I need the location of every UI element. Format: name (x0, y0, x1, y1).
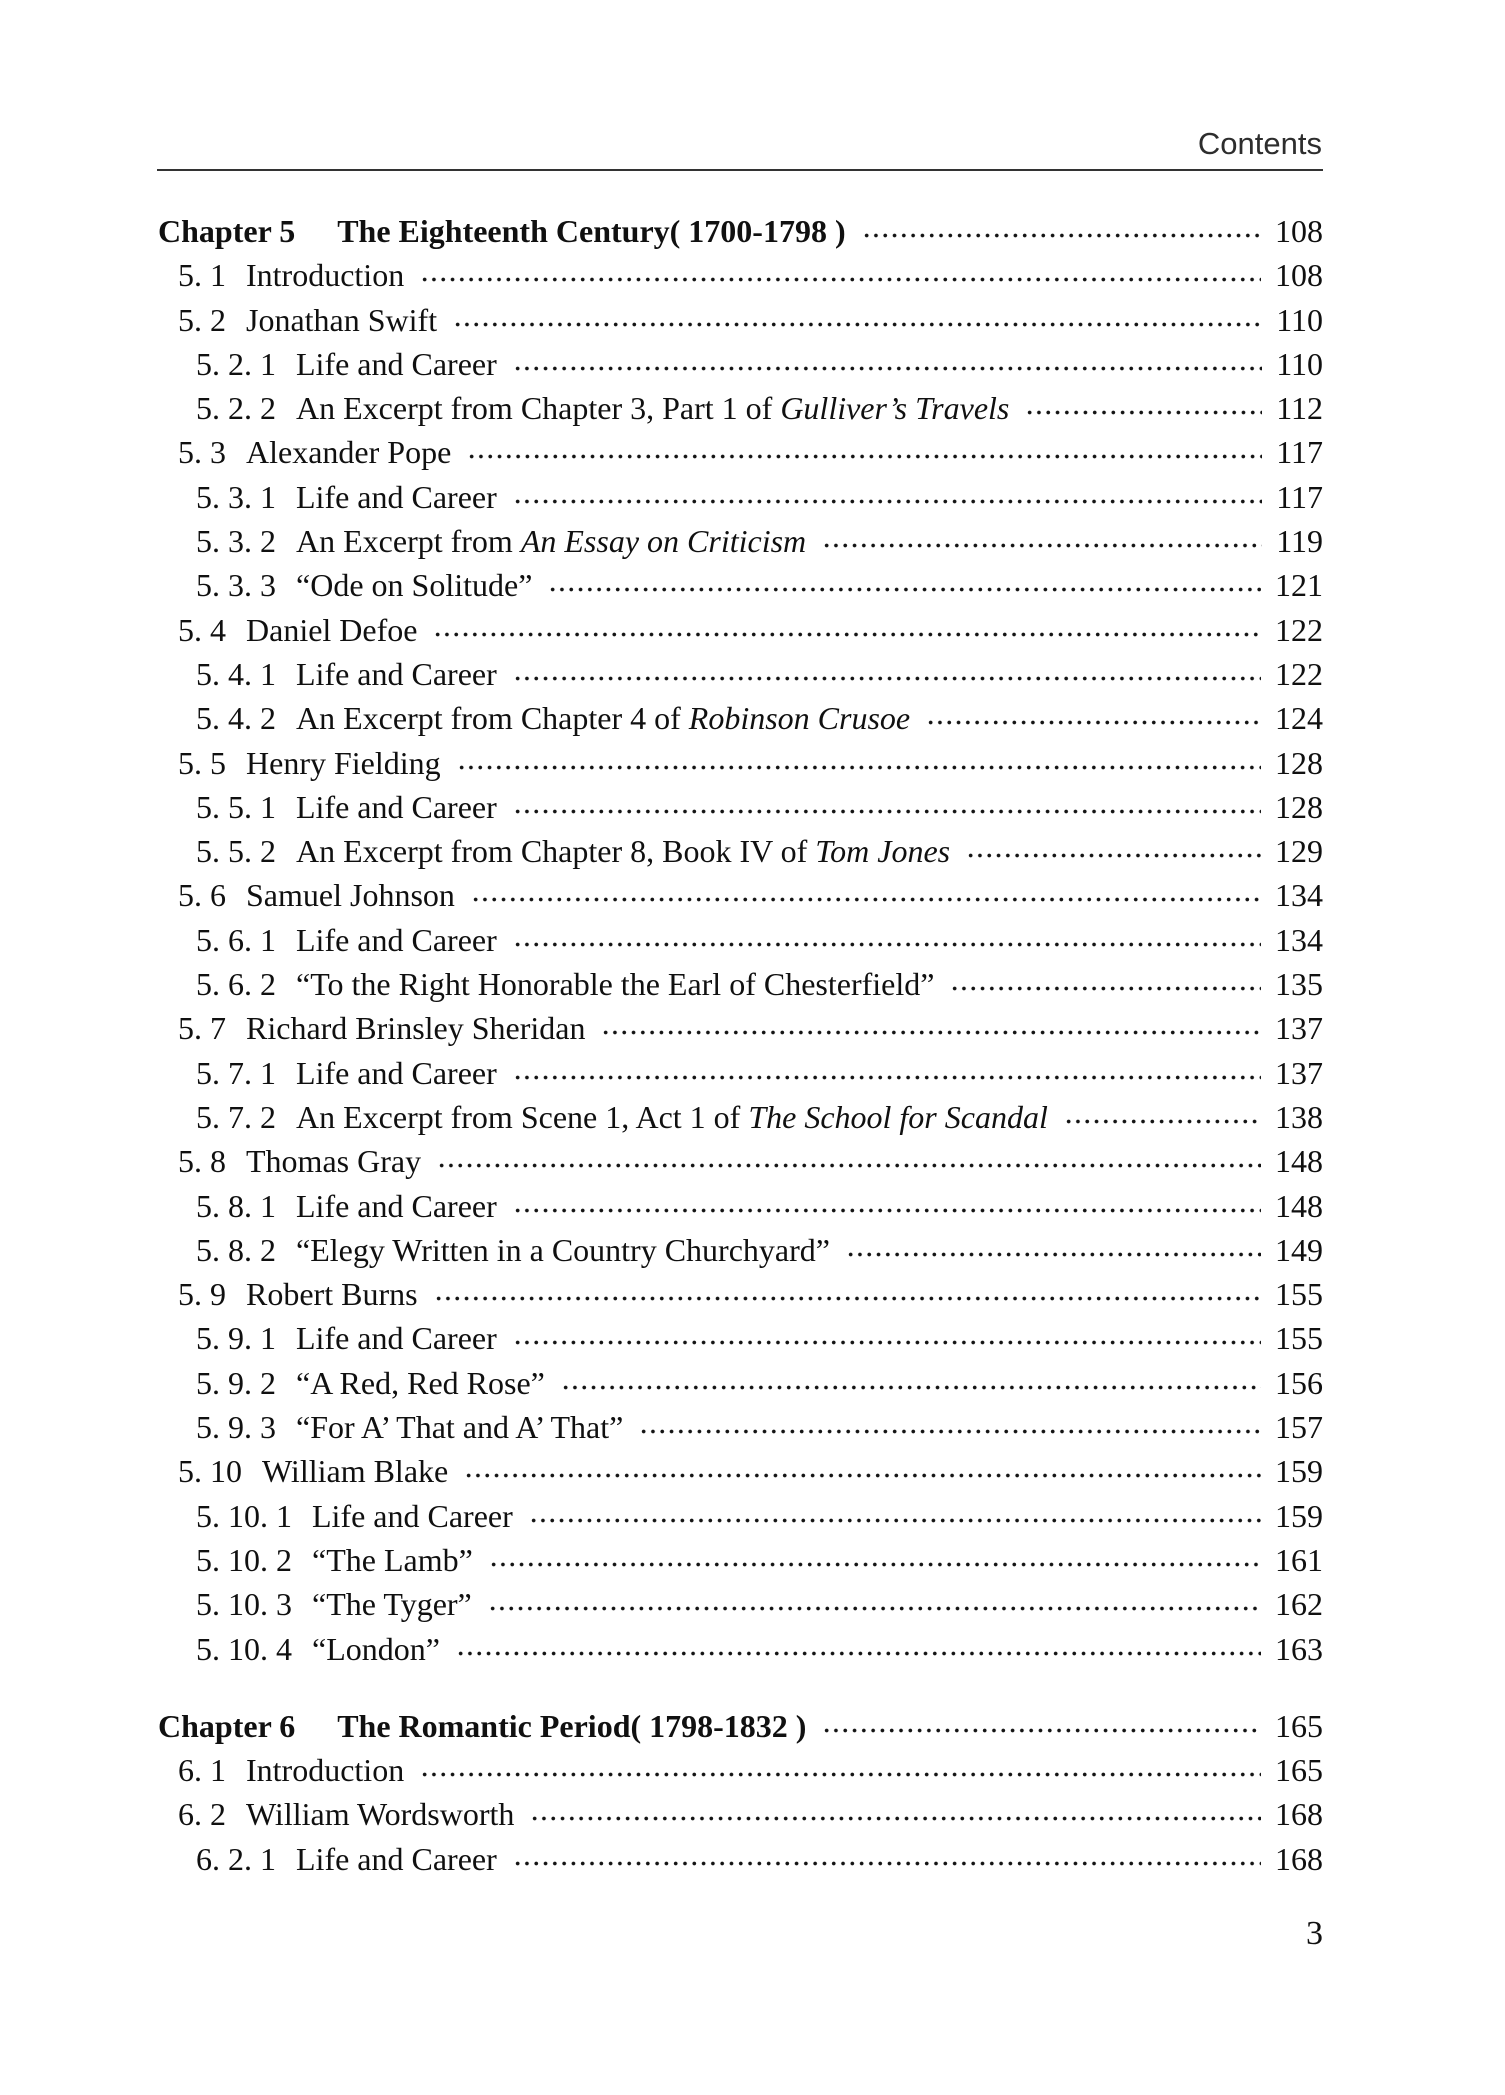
toc-entry-title: The Romantic Period( 1798-1832 ) (337, 1707, 807, 1744)
toc-entry-title: Introduction (246, 257, 405, 294)
dotted-leader (966, 849, 1261, 862)
toc-entry-number: Chapter 6 (158, 1707, 296, 1744)
dotted-leader (639, 1425, 1261, 1438)
dotted-leader (529, 1514, 1261, 1527)
toc-entry-number: 5. 10. 4 (196, 1630, 292, 1667)
toc-entry-page: 159 (1275, 1497, 1323, 1534)
toc-entry-number: 5. 3. 2 (196, 523, 276, 560)
dotted-leader (548, 583, 1261, 596)
toc-entry-page: 122 (1275, 611, 1323, 648)
dotted-leader (601, 1026, 1261, 1039)
toc-entry (158, 386, 1323, 430)
toc-entry-title: Life and Career (312, 1497, 513, 1534)
toc-entry-number: 5. 2. 2 (196, 390, 276, 427)
toc-entry-title: Life and Career (296, 1840, 497, 1877)
toc-entry-number: 5. 3. 3 (196, 567, 276, 604)
toc-entry-page: 148 (1275, 1187, 1323, 1224)
toc-entry-page: 122 (1275, 655, 1323, 692)
toc-entry-page: 168 (1275, 1796, 1323, 1833)
dotted-leader (434, 1292, 1261, 1305)
toc-entry-title: An Excerpt from Chapter 8, Book IV of Tom Jones (296, 833, 951, 870)
toc-entry (158, 298, 1323, 342)
toc-entry-page: 137 (1275, 1010, 1323, 1047)
toc-entry (158, 1627, 1323, 1671)
toc-entry-title: “The Lamb” (312, 1541, 473, 1578)
toc-entry-number: 5. 4. 2 (196, 700, 276, 737)
toc-entry (158, 608, 1323, 652)
toc-entry-page: 155 (1275, 1320, 1323, 1357)
toc-entry-title: Life and Career (296, 1054, 497, 1091)
toc-entry-title: Daniel Defoe (246, 611, 418, 648)
dotted-leader (513, 1204, 1261, 1217)
dotted-leader (513, 805, 1261, 818)
toc-entry-title: William Blake (262, 1453, 449, 1490)
toc-entry (158, 829, 1323, 873)
toc-entry-title: An Excerpt from Chapter 4 of Robinson Crusoe (296, 700, 911, 737)
toc-list (158, 209, 1323, 1881)
toc-entry-title: “Elegy Written in a Country Churchyard” (296, 1231, 830, 1268)
toc-entry (158, 1051, 1323, 1095)
toc-entry (158, 1316, 1323, 1360)
toc-entry-page: 128 (1275, 744, 1323, 781)
dotted-leader (513, 362, 1262, 375)
toc-entry-page: 159 (1275, 1453, 1323, 1490)
toc-entry-page: 137 (1275, 1054, 1323, 1091)
toc-entry (158, 1095, 1323, 1139)
toc-entry-number: 5. 5. 1 (196, 788, 276, 825)
toc-entry (158, 1792, 1323, 1836)
toc-chapter-entry (158, 209, 1323, 253)
toc-entry-number: 5. 6. 2 (196, 966, 276, 1003)
toc-entry-title: William Wordsworth (246, 1796, 515, 1833)
dotted-leader (453, 318, 1262, 331)
toc-entry-page: 124 (1275, 700, 1323, 737)
toc-entry-number: 5. 2. 1 (196, 345, 276, 382)
toc-entry (158, 1405, 1323, 1449)
toc-entry (158, 741, 1323, 785)
toc-entry-number: 5. 9. 1 (196, 1320, 276, 1357)
toc-entry-number: 5. 8. 2 (196, 1231, 276, 1268)
toc-entry-number: 5. 3. 1 (196, 478, 276, 515)
toc-entry-number: 5. 2 (178, 301, 226, 338)
toc-chapter-entry (158, 1704, 1323, 1748)
toc-entry-title: Robert Burns (246, 1276, 418, 1313)
toc-entry-title: Life and Career (296, 478, 497, 515)
toc-entry-page: 156 (1275, 1364, 1323, 1401)
toc-entry-title: “To the Right Honorable the Earl of Chesterfield” (296, 966, 935, 1003)
toc-entry-number: 5. 4 (178, 611, 226, 648)
toc-entry (158, 563, 1323, 607)
dotted-leader (1064, 1115, 1261, 1128)
toc-entry-page: 110 (1276, 345, 1323, 382)
toc-entry (158, 253, 1323, 297)
toc-entry-page: 119 (1276, 523, 1323, 560)
toc-entry (158, 342, 1323, 386)
toc-entry-page: 128 (1275, 788, 1323, 825)
toc-entry-number: 6. 2 (178, 1796, 226, 1833)
dotted-leader (513, 1071, 1261, 1084)
toc-entry-title: “The Tyger” (312, 1586, 472, 1623)
toc-entry-number: 5. 10 (178, 1453, 242, 1490)
dotted-leader (464, 1469, 1261, 1482)
dotted-leader (926, 716, 1261, 729)
toc-entry (158, 918, 1323, 962)
toc-entry-page: 168 (1275, 1840, 1323, 1877)
dotted-leader (822, 1724, 1261, 1737)
toc-entry-title: Samuel Johnson (246, 877, 455, 914)
dotted-leader (1025, 406, 1262, 419)
toc-entry-number: 5. 10. 3 (196, 1586, 292, 1623)
toc-entry (158, 785, 1323, 829)
dotted-leader (513, 1857, 1261, 1870)
toc-entry (158, 1272, 1323, 1316)
toc-entry-title: “London” (312, 1630, 440, 1667)
toc-entry-page: 134 (1275, 921, 1323, 958)
toc-entry-number: 6. 2. 1 (196, 1840, 276, 1877)
toc-entry-number: 5. 8. 1 (196, 1187, 276, 1224)
toc-entry-title: Life and Career (296, 345, 497, 382)
dotted-leader (437, 1159, 1261, 1172)
toc-entry (158, 519, 1323, 563)
toc-entry-number: 5. 9. 3 (196, 1409, 276, 1446)
dotted-leader (433, 628, 1261, 641)
toc-entry-page: 165 (1275, 1752, 1323, 1789)
toc-entry (158, 962, 1323, 1006)
toc-entry-number: 5. 7. 1 (196, 1054, 276, 1091)
toc-entry-number: 5. 9. 2 (196, 1364, 276, 1401)
page-title: Contents (1197, 126, 1322, 161)
toc-entry-number: 5. 7. 2 (196, 1098, 276, 1135)
toc-entry-page: 155 (1275, 1276, 1323, 1313)
toc-entry (158, 1184, 1323, 1228)
toc-entry-page: 138 (1275, 1098, 1323, 1135)
dotted-leader (420, 1768, 1261, 1781)
dotted-leader (471, 893, 1261, 906)
dotted-leader (846, 1248, 1261, 1261)
toc-entry (158, 873, 1323, 917)
toc-entry (158, 430, 1323, 474)
dotted-leader (457, 761, 1261, 774)
dotted-leader (513, 672, 1261, 685)
toc-entry (158, 1006, 1323, 1050)
toc-entry-title: Jonathan Swift (246, 301, 438, 338)
toc-entry (158, 696, 1323, 740)
toc-entry-page: 117 (1276, 434, 1323, 471)
toc-entry-title: Richard Brinsley Sheridan (246, 1010, 586, 1047)
toc-entry-page: 157 (1275, 1409, 1323, 1446)
toc-entry-page: 110 (1276, 301, 1323, 338)
toc-entry (158, 1494, 1323, 1538)
toc-entry-title: An Excerpt from An Essay on Criticism (296, 523, 807, 560)
toc-entry-number: 5. 6 (178, 877, 226, 914)
toc-entry-number: 5. 8 (178, 1143, 226, 1180)
toc-entry-page: 121 (1275, 567, 1323, 604)
toc-entry (158, 1139, 1323, 1183)
dotted-leader (513, 938, 1261, 951)
toc-entry-page: 108 (1275, 213, 1323, 249)
toc-entry (158, 475, 1323, 519)
dotted-leader (513, 1336, 1261, 1349)
toc-entry-number: 5. 10. 2 (196, 1541, 292, 1578)
toc-entry-title: The Eighteenth Century( 1700-1798 ) (337, 213, 846, 249)
dotted-leader (467, 450, 1262, 463)
toc-entry (158, 1837, 1323, 1881)
toc-entry (158, 1449, 1323, 1493)
toc-entry-title: Life and Career (296, 1187, 497, 1224)
toc-entry-page: 108 (1275, 257, 1323, 294)
toc-entry-title: An Excerpt from Scene 1, Act 1 of The School for Scandal (296, 1098, 1048, 1135)
toc-entry-number: 5. 5. 2 (196, 833, 276, 870)
dotted-leader (456, 1647, 1261, 1660)
toc-entry-title: Life and Career (296, 655, 497, 692)
toc-entry-title: Life and Career (296, 1320, 497, 1357)
dotted-leader (822, 539, 1262, 552)
dotted-leader (488, 1602, 1261, 1615)
toc-entry-number: 5. 6. 1 (196, 921, 276, 958)
toc-entry-number: 5. 1 (178, 257, 226, 294)
toc-entry-title: “For A’ That and A’ That” (296, 1409, 624, 1446)
toc-entry-page: 148 (1275, 1143, 1323, 1180)
toc-entry-title: Life and Career (296, 788, 497, 825)
toc-entry-title: “Ode on Solitude” (296, 567, 533, 604)
toc-entry-title: “A Red, Red Rose” (296, 1364, 545, 1401)
dotted-leader (950, 982, 1261, 995)
toc-entry-title: Henry Fielding (246, 744, 441, 781)
header-rule (157, 169, 1323, 171)
dotted-leader (530, 1812, 1261, 1825)
toc-entry-title: Thomas Gray (246, 1143, 422, 1180)
toc-entry (158, 652, 1323, 696)
dotted-leader (513, 495, 1262, 508)
toc-entry-page: 162 (1275, 1586, 1323, 1623)
toc-entry-page: 117 (1276, 478, 1323, 515)
toc-entry-page: 134 (1275, 877, 1323, 914)
toc-entry-title: An Excerpt from Chapter 3, Part 1 of Gulliver’s Travels (296, 390, 1010, 427)
toc-entry-page: 135 (1275, 966, 1323, 1003)
toc-entry (158, 1538, 1323, 1582)
toc-entry (158, 1361, 1323, 1405)
dotted-leader (420, 273, 1261, 286)
toc-entry-page: 163 (1275, 1630, 1323, 1667)
toc-entry-title: Alexander Pope (246, 434, 452, 471)
toc-entry-page: 112 (1276, 390, 1323, 427)
toc-entry-number: Chapter 5 (158, 213, 296, 249)
page-number-footer: 3 (1306, 1915, 1323, 1952)
toc-entry-page: 149 (1275, 1231, 1323, 1268)
toc-entry (158, 1582, 1323, 1626)
toc-entry-page: 161 (1275, 1541, 1323, 1578)
toc-entry-page: 165 (1275, 1707, 1323, 1744)
toc-entry-number: 6. 1 (178, 1752, 226, 1789)
dotted-leader (489, 1558, 1261, 1571)
toc-entry-number: 5. 9 (178, 1276, 226, 1313)
toc-entry-number: 5. 7 (178, 1010, 226, 1047)
toc-entry-title: Life and Career (296, 921, 497, 958)
toc-entry-number: 5. 4. 1 (196, 655, 276, 692)
dotted-leader (561, 1381, 1261, 1394)
toc-entry-number: 5. 10. 1 (196, 1497, 292, 1534)
toc-entry-title: Introduction (246, 1752, 405, 1789)
toc-entry-number: 5. 3 (178, 434, 226, 471)
toc-entry (158, 1748, 1323, 1792)
toc-entry (158, 1228, 1323, 1272)
toc-entry-page: 129 (1275, 833, 1323, 870)
dotted-leader (862, 229, 1261, 242)
toc-entry-number: 5. 5 (178, 744, 226, 781)
